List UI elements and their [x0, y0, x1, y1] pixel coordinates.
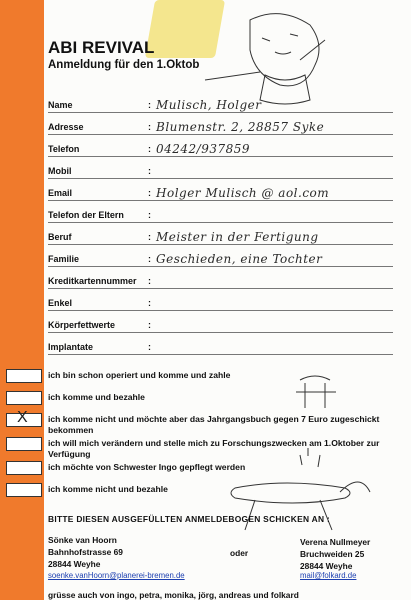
form-title: ABI REVIVAL [48, 38, 155, 57]
contact-right-city: 28844 Weyhe [300, 561, 353, 571]
field-value[interactable]: Holger Mulisch @ aol.com [156, 186, 330, 200]
field-label: Enkel [48, 298, 73, 308]
field-label: Implantate [48, 342, 94, 352]
field-row [48, 268, 393, 289]
option-checkbox[interactable] [6, 369, 42, 383]
contact-left-name: Sönke van Hoorn [48, 535, 117, 545]
contact-left-email[interactable]: soenke.vanHoorn@planerei-bremen.de [48, 571, 185, 580]
option-label: ich will mich verändern und stelle mich zu Forschungszwecken am 1.Oktober zur Verfügung [48, 438, 380, 459]
contact-right-street: Bruchweiden 25 [300, 549, 365, 559]
field-row [48, 246, 393, 267]
field-row [48, 136, 393, 157]
separator-text: oder [230, 548, 249, 558]
field-value[interactable]: Mulisch, Holger [156, 98, 262, 112]
field-row [48, 224, 393, 245]
field-label: Adresse [48, 122, 84, 132]
contact-right [300, 536, 370, 572]
field-row [48, 92, 393, 113]
option-checkbox[interactable] [6, 409, 42, 427]
field-row [48, 114, 393, 135]
doodle-face [250, 14, 319, 86]
form-subtitle: Anmeldung für den 1.Oktob [48, 59, 200, 71]
field-colon: : [148, 276, 151, 286]
field-colon: : [148, 144, 151, 154]
field-colon: : [148, 298, 151, 308]
option-label: ich komme nicht und bezahle [48, 484, 168, 494]
contact-right-name: Verena Nullmeyer [300, 537, 371, 547]
field-label: Telefon der Eltern [48, 210, 124, 220]
field-colon: : [148, 100, 151, 110]
field-row [48, 180, 393, 201]
option-checkbox[interactable] [6, 437, 42, 451]
field-value[interactable]: Blumenstr. 2, 28857 Syke [156, 120, 325, 134]
greeting-text: grüsse auch von ingo, petra, monika, jörg, andreas und folkard [48, 590, 299, 600]
field-colon: : [148, 232, 151, 242]
option-checkbox[interactable] [6, 461, 42, 475]
contact-right-email[interactable]: mail@folkard.de [300, 571, 357, 580]
field-label: Körperfettwerte [48, 320, 116, 330]
field-label: Beruf [48, 232, 72, 242]
field-row [48, 312, 393, 333]
field-colon: : [148, 166, 151, 176]
option-checkbox[interactable] [6, 483, 42, 497]
field-label: Name [48, 100, 73, 110]
check-mark: X [17, 409, 28, 426]
field-label: Familie [48, 254, 80, 264]
field-colon: : [148, 122, 151, 132]
field-row [48, 334, 393, 355]
field-row [48, 158, 393, 179]
field-label: Kreditkartennummer [48, 276, 137, 286]
option-label: ich bin schon operiert und komme und zahle [48, 370, 231, 380]
contact-left [48, 534, 123, 570]
field-value[interactable]: Meister in der Fertigung [156, 230, 319, 244]
field-colon: : [148, 254, 151, 264]
contact-left-street: Bahnhofstrasse 69 [48, 547, 123, 557]
field-value[interactable]: Geschieden, eine Tochter [156, 252, 323, 266]
field-value[interactable]: 04242/937859 [156, 142, 251, 156]
option-label: ich komme nicht und möchte aber das Jahrgangsbuch gegen 7 Euro zugeschickt bekommen [48, 414, 380, 435]
field-row [48, 202, 393, 223]
instruction-text: BITTE DIESEN AUSGEFÜLLTEN ANMELDEBOGEN SCHICKEN AN : [48, 514, 331, 524]
doodle-arms [205, 40, 325, 80]
option-label: ich möchte von Schwester Ingo gepflegt werden [48, 462, 246, 472]
option-label: ich komme und bezahle [48, 392, 145, 402]
option-checkbox[interactable] [6, 391, 42, 405]
field-colon: : [148, 188, 151, 198]
field-colon: : [148, 342, 151, 352]
field-colon: : [148, 320, 151, 330]
field-label: Telefon [48, 144, 80, 154]
field-colon: : [148, 210, 151, 220]
field-label: Email [48, 188, 73, 198]
contact-left-city: 28844 Weyhe [48, 559, 101, 569]
field-row [48, 290, 393, 311]
doodle-face-features [262, 34, 298, 54]
field-label: Mobil [48, 166, 72, 176]
